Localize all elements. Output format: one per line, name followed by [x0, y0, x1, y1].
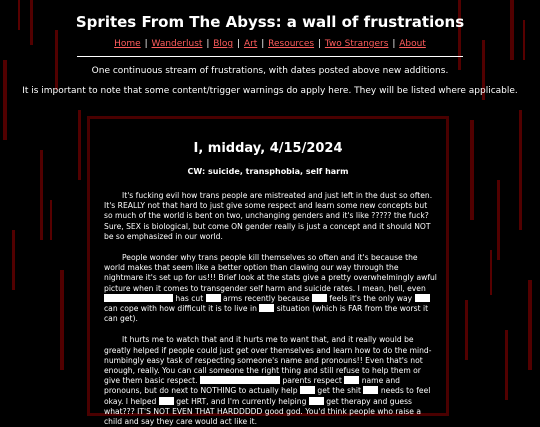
- site-title: Sprites From The Abyss: a wall of frustrations: [75, 13, 465, 31]
- redaction-bar: [300, 386, 315, 394]
- nav-separator: |: [317, 39, 322, 49]
- post-title: I, midday, 4/15/2024: [193, 141, 343, 156]
- paragraph-text: get therapy and guess what??? IT'S NOT EVEN THAT HARDDDDD good god. You'd think people who raise a child and say they care would act like it.: [104, 396, 422, 427]
- redaction-bar: [309, 397, 324, 405]
- nav-link-resources[interactable]: Resources: [268, 39, 315, 49]
- nav-separator: |: [144, 39, 148, 49]
- nav-link-art[interactable]: Art: [243, 39, 258, 49]
- nav-link-two-strangers[interactable]: Two Strangers: [324, 39, 389, 49]
- paragraph-text: situation (which is FAR from the worst it can get).: [104, 304, 429, 324]
- paragraph-text: get the shit: [314, 386, 364, 396]
- paragraph-text: needs to feel okay. I helped: [104, 386, 431, 406]
- paragraph-text: feels it's the only way: [326, 293, 415, 303]
- nav-separator: |: [261, 39, 265, 49]
- redaction-bar: [415, 294, 430, 302]
- nav-separator: |: [392, 39, 396, 49]
- redaction-bar: [200, 376, 280, 384]
- paragraph-text: arms recently because: [220, 293, 312, 303]
- post-container: [87, 116, 449, 427]
- paragraph-text: parents respect: [279, 376, 345, 386]
- post-paragraph: It's fucking evil how trans people are mistreated and just left in the dust so often. It's REALLY not that hard to just give some respect and learn some new concepts but so much of the world is bent on two, unchanging genders and it's like ????? the fuck? Sure, SEX is biological, but come ON gender really is just a concept and it should NOT be so emphasized in our world.: [104, 191, 433, 241]
- redaction-bar: [104, 294, 173, 302]
- page-content: [0, 0, 540, 97]
- nav-link-about[interactable]: About: [399, 39, 426, 49]
- nav-link-home[interactable]: Home: [114, 39, 141, 49]
- redaction-bar: [159, 397, 174, 405]
- paragraph-text: has cut: [173, 293, 206, 303]
- paragraph-text: name and pronouns, but do next to NOTHING to actually help: [104, 376, 400, 396]
- nav-link-blog[interactable]: Blog: [213, 39, 234, 49]
- redaction-bar: [206, 294, 221, 302]
- nav-separator: |: [237, 39, 241, 49]
- post-body: [90, 191, 446, 427]
- post-paragraph: [104, 335, 437, 427]
- paragraph-text: People wonder why trans people kill themselves so often and it's because the world makes that seem like a better option than clawing our way through the nightmare it's set up for us!!! Brief look at the stats give a pretty overwhelmingly awful picture when it comes to transgender self harm and suicide rates. I mean, hell, even: [104, 253, 437, 293]
- paragraph-text: can cope with how difficult it is to live in: [104, 304, 260, 314]
- redaction-bar: [312, 294, 327, 302]
- nav-bar: [0, 38, 540, 50]
- divider: [77, 56, 463, 57]
- paragraph-text: It hurts me to watch that and it hurts me to want that, and it really would be greatly helped if people could just get over themselves and learn how to do the mind-numbingly easy task of respecting someone's name and pronouns!! Even that's not enough, really. You can call someone the right thing and still refuse to help them or give them basic respect.: [104, 335, 432, 386]
- paragraph-text: get HRT, and I'm currently helping: [173, 396, 309, 406]
- nav-link-wanderlust[interactable]: Wanderlust: [151, 39, 203, 49]
- post-paragraph: [104, 253, 437, 324]
- warning-text: It is important to note that some content/trigger warnings do apply here. They will be listed where applicable.: [22, 86, 518, 96]
- redaction-bar: [363, 386, 378, 394]
- redaction-bar: [259, 304, 274, 312]
- redaction-bar: [344, 376, 359, 384]
- nav-separator: |: [206, 39, 210, 49]
- intro-text: One continuous stream of frustrations, with dates posted above new additions.: [91, 66, 449, 76]
- content-warning: CW: suicide, transphobia, self harm: [187, 167, 349, 176]
